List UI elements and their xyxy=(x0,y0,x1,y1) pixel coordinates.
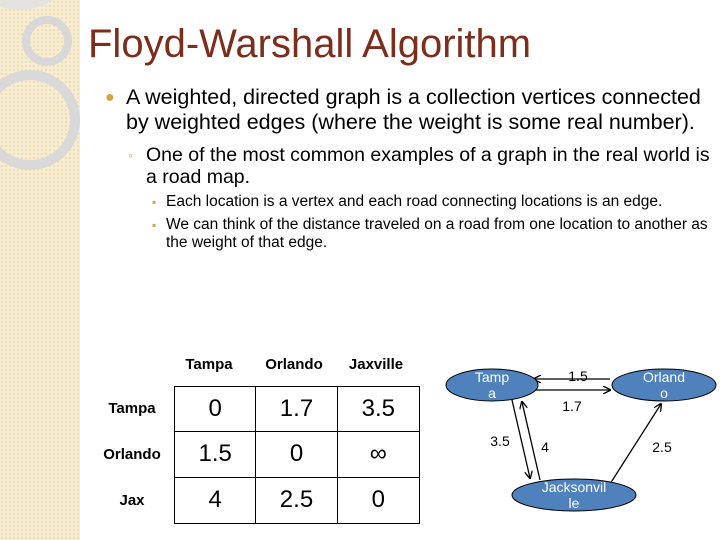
bullet-text: Each location is a vertex and each road connecting locations is an edge. xyxy=(166,193,663,210)
graph-node-jacksonville xyxy=(512,479,636,511)
edge-tampa-to-jax xyxy=(512,400,530,478)
bullet-marker: ● xyxy=(105,89,115,106)
bullet-level-3 xyxy=(100,216,712,252)
graph-node-tampa xyxy=(446,369,538,401)
bullet-list xyxy=(100,85,712,252)
node-label: Jacksonvil xyxy=(541,479,607,495)
ring-decoration xyxy=(0,70,80,170)
row-header: Orlando xyxy=(103,446,161,463)
ring-decoration xyxy=(0,0,80,10)
node-label: Tamp xyxy=(474,369,510,385)
matrix-cell: 0 xyxy=(371,486,385,514)
bullet-text: One of the most common examples of a graph in the real world is a road map. xyxy=(146,144,710,188)
bullet-marker: ▪ xyxy=(152,218,157,232)
matrix-cell: ∞ xyxy=(338,432,419,477)
edge-weight-label: 4 xyxy=(541,439,549,455)
row-header: Jax xyxy=(119,492,145,509)
edge-weight-label: 1.5 xyxy=(568,368,588,384)
bullet-level-3 xyxy=(100,193,712,211)
edge-weight-label: 2.5 xyxy=(652,439,672,455)
edge-jax-to-tampa xyxy=(522,402,540,480)
matrix-cell: 3.5 xyxy=(338,387,419,432)
matrix-cell: 0 xyxy=(256,432,337,477)
bullet-level-1 xyxy=(100,85,712,135)
weighted-graph-diagram xyxy=(420,350,720,540)
matrix-cell: 2.5 xyxy=(256,478,337,523)
slide-title: Floyd-Warshall Algorithm xyxy=(88,22,532,66)
column-header: Jaxville xyxy=(348,356,404,373)
bullet-marker: ◦ xyxy=(128,147,133,163)
distance-matrix xyxy=(90,348,430,528)
node-label: Orland xyxy=(642,369,686,385)
matrix-cell: 1.7 xyxy=(256,387,337,432)
edge-weight-label: 3.5 xyxy=(490,433,510,449)
graph-node-orlando xyxy=(612,369,716,401)
bullet-level-2 xyxy=(100,144,712,188)
column-header: Tampa xyxy=(185,356,233,373)
bullet-text: We can think of the distance traveled on a road from one location to another as the weight of that edge. xyxy=(166,216,708,251)
bullet-text: A weighted, directed graph is a collection vertices connected by weighted edges (where the weight is some real number). xyxy=(126,85,701,134)
matrix-grid xyxy=(174,386,420,524)
column-header: Orlando xyxy=(265,356,323,373)
decorative-sidebar xyxy=(0,0,80,540)
node-label: o xyxy=(660,385,668,401)
bullet-marker: ▪ xyxy=(152,195,157,209)
edge-weight-label: 1.7 xyxy=(562,398,582,414)
matrix-cell: 4 xyxy=(175,478,256,523)
ring-decoration xyxy=(22,16,72,66)
matrix-cell: 1.5 xyxy=(175,432,256,477)
node-label: a xyxy=(488,385,496,401)
matrix-cell: 0 xyxy=(175,387,256,432)
row-header: Tampa xyxy=(108,400,156,417)
node-label: le xyxy=(568,495,580,511)
